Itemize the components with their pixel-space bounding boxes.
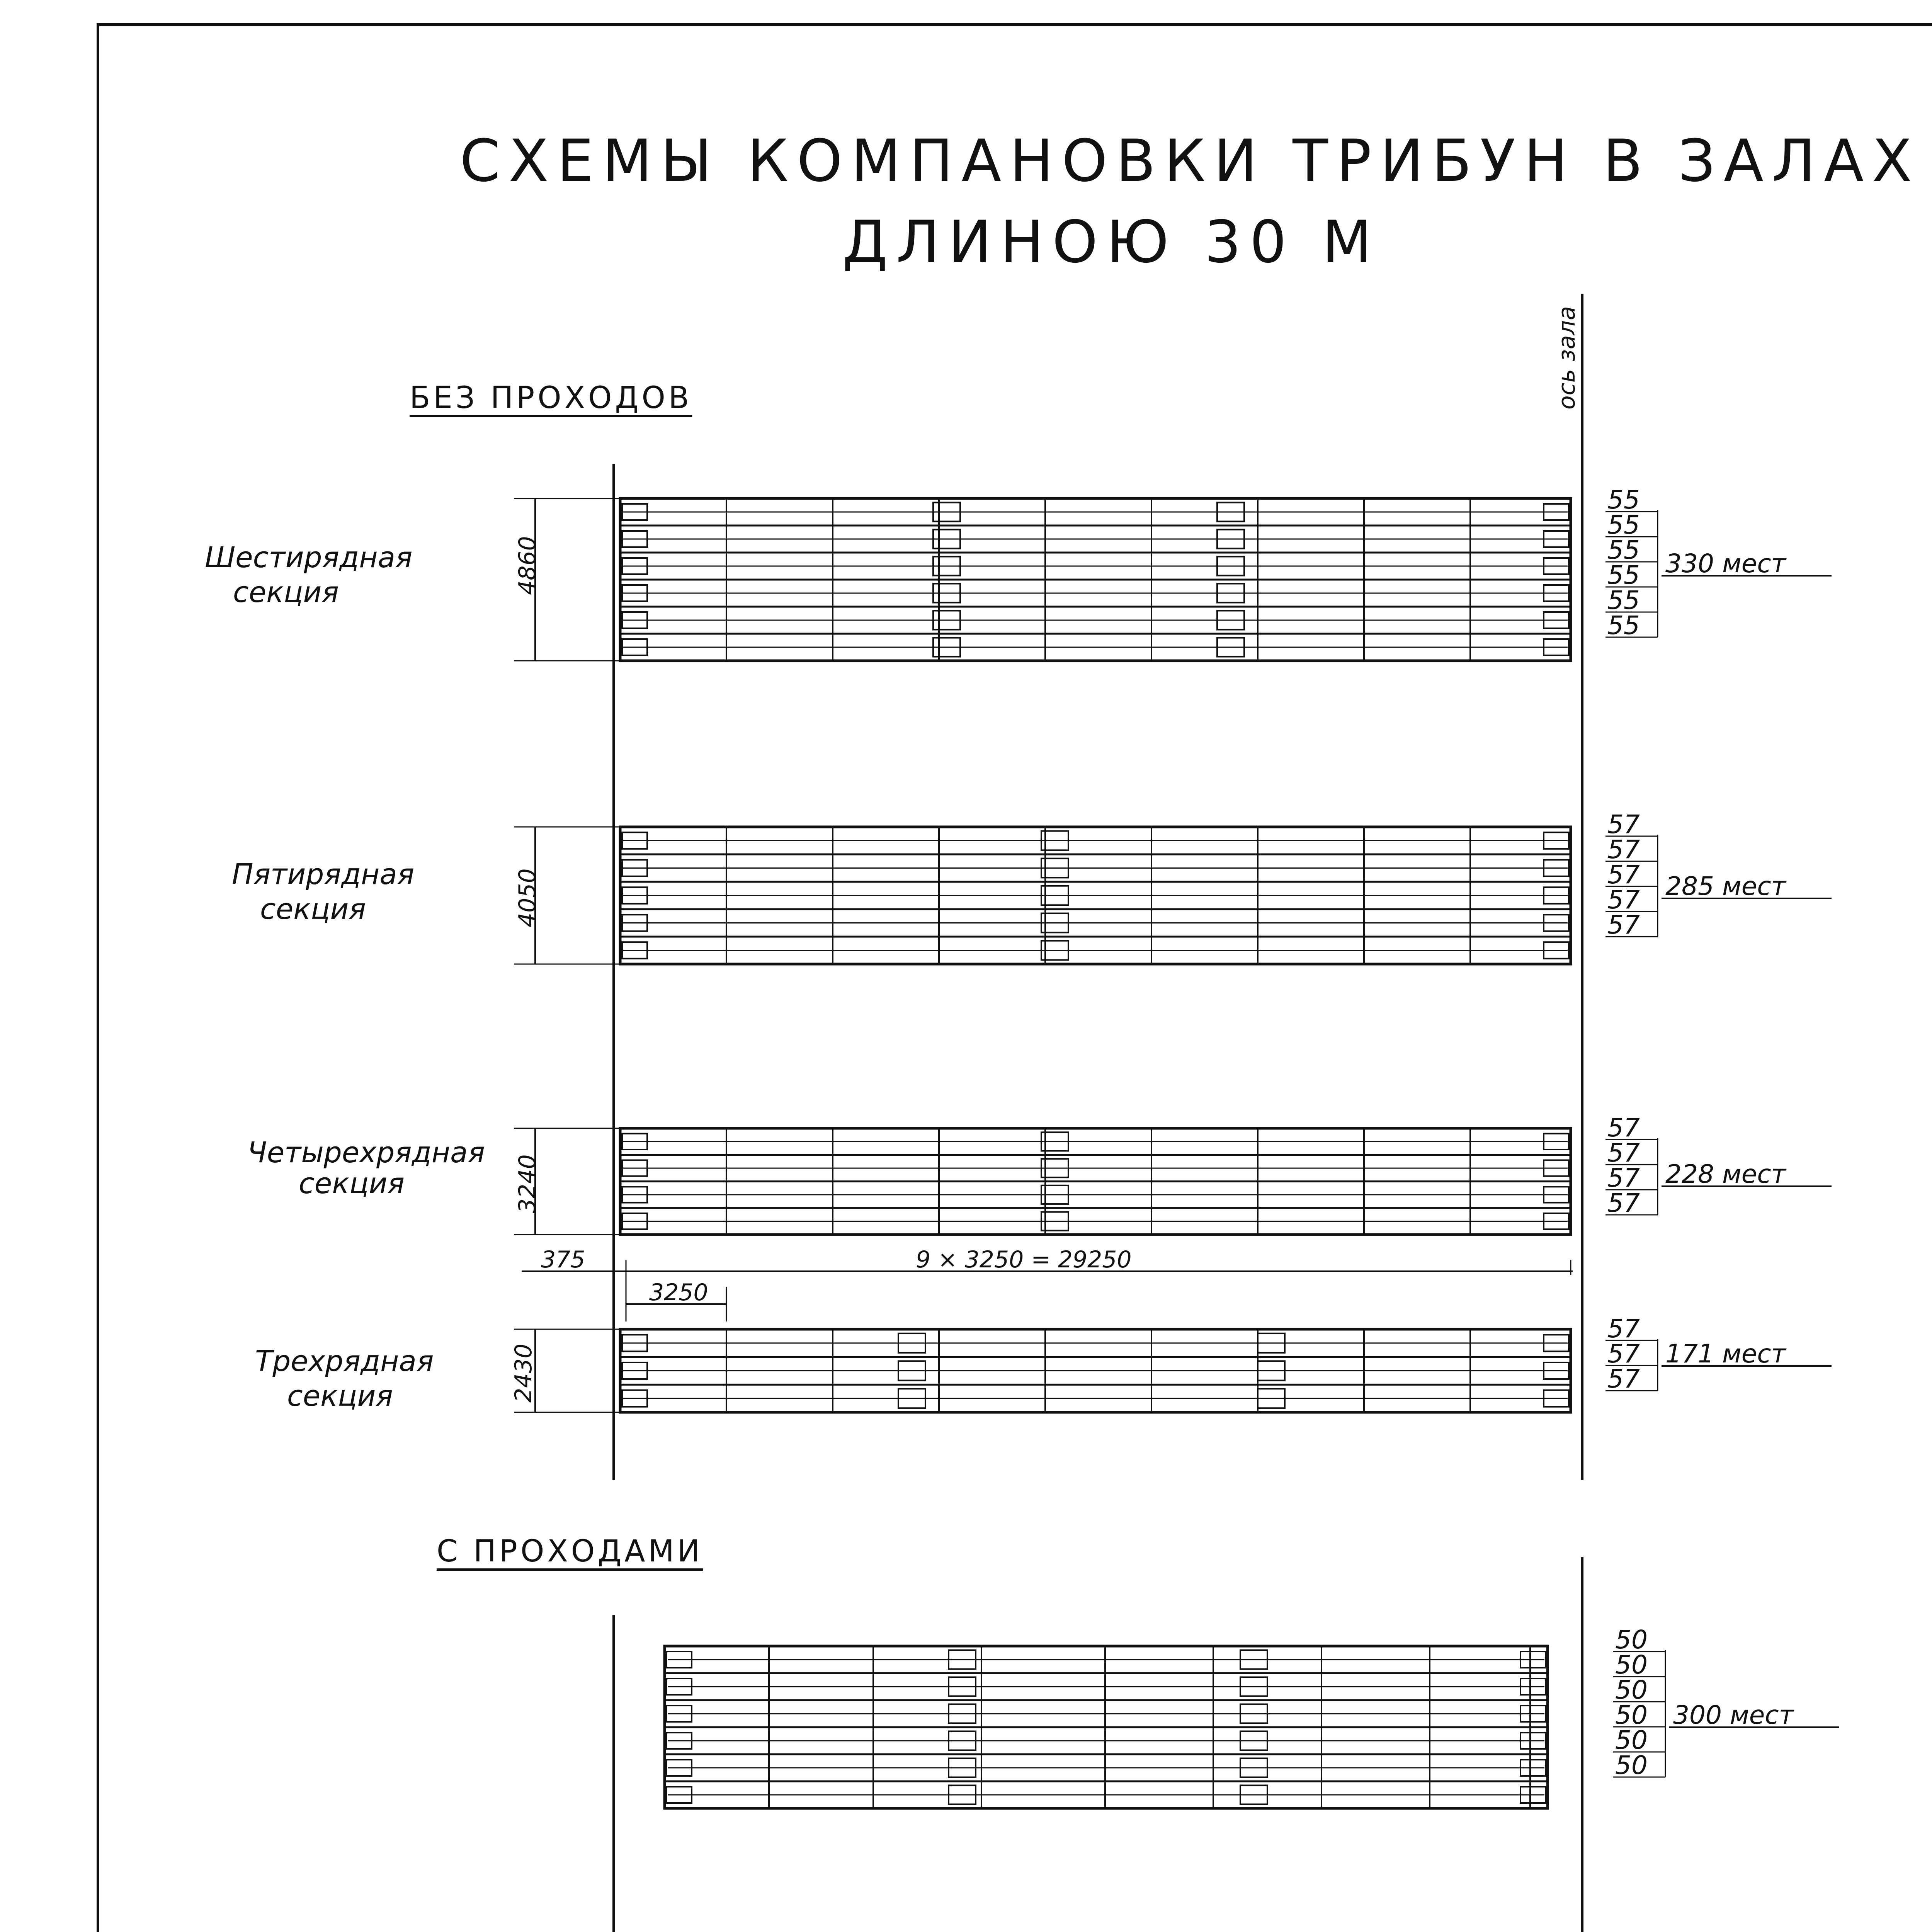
height-dim-6: 4860 [514, 536, 541, 595]
seat-row-count: 57 [1607, 1163, 1640, 1193]
dim-span-without: 9 × 3250 = 29250 [916, 1246, 1132, 1273]
seat-row-count: 57 [1607, 810, 1640, 839]
seat-total: 171 мест [1665, 1339, 1786, 1369]
stand-label-6-line1: Шестирядная [205, 541, 413, 574]
seat-row-count: 50 [1615, 1675, 1648, 1705]
seat-row-count: 57 [1607, 885, 1640, 915]
seat-row-count: 55 [1607, 560, 1640, 590]
height-dim-5: 4050 [514, 868, 541, 927]
seat-row-count: 55 [1607, 585, 1640, 615]
seat-row-count: 57 [1607, 1113, 1640, 1143]
page-title-line2: ДЛИНОЮ 30 М [842, 209, 1381, 276]
seat-row-count: 57 [1607, 910, 1640, 940]
section-header-with-aisles: С ПРОХОДАМИ [437, 1534, 703, 1569]
seat-total: 330 мест [1665, 549, 1786, 578]
seat-row-count: 50 [1615, 1625, 1648, 1655]
seat-row-count: 57 [1607, 860, 1640, 889]
seat-row-count: 55 [1607, 510, 1640, 540]
dim-module-without: 3250 [649, 1279, 708, 1306]
seat-row-count: 57 [1607, 1314, 1640, 1344]
seat-row-count: 50 [1615, 1700, 1648, 1730]
stand-label-4-line1: Четырехрядная [247, 1136, 485, 1169]
seat-total: 300 мест [1673, 1700, 1794, 1730]
stand-label-6-line2: секция [233, 576, 339, 609]
dim-offset-without: 375 [541, 1246, 585, 1273]
seat-row-count: 57 [1607, 1138, 1640, 1168]
seat-row-count: 55 [1607, 485, 1640, 515]
height-dim-4: 3240 [514, 1154, 541, 1213]
seat-row-count: 50 [1615, 1650, 1648, 1680]
stand-label-3-line1: Трехрядная [255, 1345, 434, 1378]
seat-row-count: 57 [1607, 1364, 1640, 1394]
seat-row-count: 50 [1615, 1750, 1648, 1780]
seat-row-count: 57 [1607, 835, 1640, 864]
page-title-line1: СХЕМЫ КОМПАНОВКИ ТРИБУН В ЗАЛАХ [460, 128, 1920, 195]
seat-row-count: 57 [1607, 1188, 1640, 1218]
height-dim-3: 2430 [510, 1344, 537, 1403]
stand-label-5-line2: секция [260, 893, 366, 926]
stand-label-3-line2: секция [287, 1379, 393, 1413]
seat-row-count: 55 [1607, 535, 1640, 565]
axis-label-top: ось зала [1553, 306, 1580, 410]
stand-label-5-line1: Пятирядная [232, 858, 415, 891]
seat-row-count: 55 [1607, 611, 1640, 640]
stand-label-4-line2: секция [299, 1167, 405, 1200]
section-header-without-aisles: БЕЗ ПРОХОДОВ [410, 381, 692, 415]
seat-row-count: 50 [1615, 1725, 1648, 1755]
seat-total: 228 мест [1665, 1159, 1786, 1189]
seat-row-count: 57 [1607, 1339, 1640, 1369]
seat-total: 285 мест [1665, 871, 1786, 901]
